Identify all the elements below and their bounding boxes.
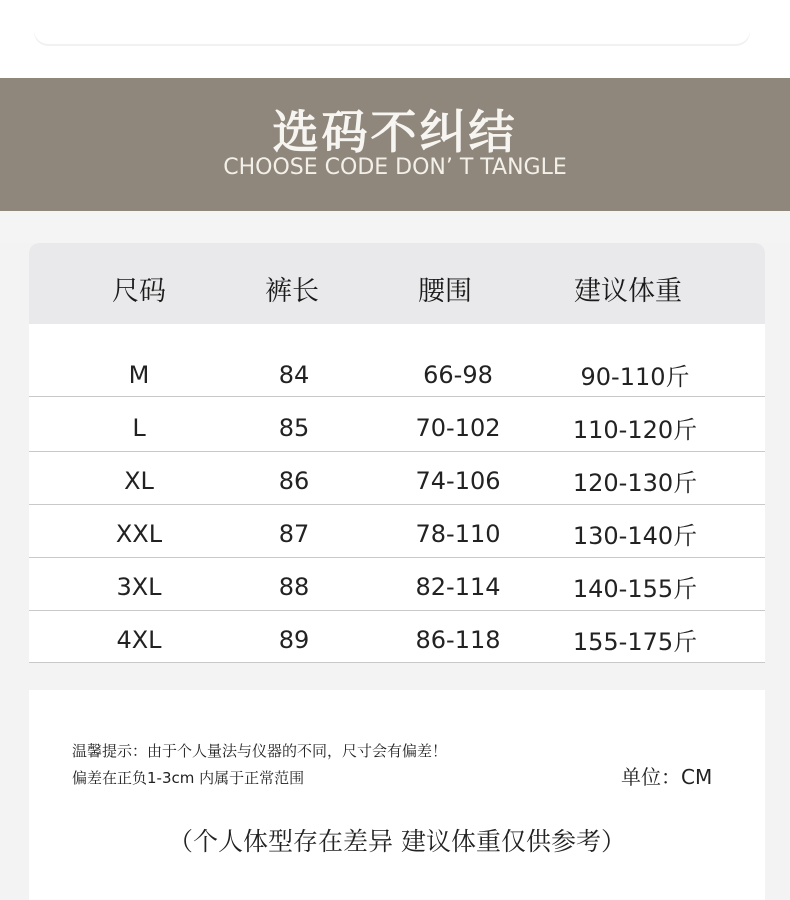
header-waist: 腰围 [418,276,472,307]
top-card-edge [34,0,750,44]
header-weight: 建议体重 [574,276,682,307]
table-row-m-size: M [128,361,150,389]
table-row-4xl-length: 89 [278,626,310,654]
table-row-4xl-weight: 155-175斤 [572,628,698,656]
section-gap [0,211,790,243]
banner-title: 选码不纠结 [272,105,518,159]
notes-card [29,690,765,900]
title-banner [0,78,790,211]
banner-subtitle: CHOOSE CODE DON’ T TANGLE [223,155,567,180]
row-divider [29,557,765,558]
table-row-xxl-size: XXL [115,520,163,548]
row-divider [29,396,765,397]
table-header [29,243,765,324]
table-row-xl-size: XL [124,467,154,495]
table-row-3xl-weight: 140-155斤 [572,575,698,603]
weight-disclaimer: （个人体型存在差异 建议体重仅供参考） [168,827,626,856]
header-size: 尺码 [112,276,166,307]
table-row-4xl-size: 4XL [116,626,162,654]
table-row-3xl-waist: 82-114 [415,573,501,601]
table-row-xxl-length: 87 [278,520,310,548]
table-row-l-weight: 110-120斤 [572,416,698,444]
table-row-l-size: L [132,414,146,442]
table-row-xl-length: 86 [278,467,310,495]
table-row-xl-weight: 120-130斤 [572,469,698,497]
table-row-l-waist: 70-102 [415,414,501,442]
row-divider [29,610,765,611]
row-divider [29,451,765,452]
unit-label: 单位：CM [621,765,713,789]
row-divider [29,504,765,505]
table-row-m-weight: 90-110斤 [580,363,690,391]
row-divider [29,662,765,663]
table-row-xxl-waist: 78-110 [415,520,501,548]
header-pants-length: 裤长 [265,276,319,307]
table-row-3xl-length: 88 [278,573,310,601]
table-row-xl-waist: 74-106 [415,467,501,495]
size-table [29,243,765,663]
table-row-3xl-size: 3XL [116,573,162,601]
table-row-xxl-weight: 130-140斤 [572,522,698,550]
tip-line-1: 温馨提示：由于个人量法与仪器的不同，尺寸会有偏差！ [72,742,448,760]
table-row-l-length: 85 [278,414,310,442]
tip-line-2: 偏差在正负1-3cm 内属于正常范围 [72,769,305,787]
table-row-4xl-waist: 86-118 [415,626,501,654]
table-row-m-length: 84 [278,361,310,389]
table-row-m-waist: 66-98 [423,361,493,389]
